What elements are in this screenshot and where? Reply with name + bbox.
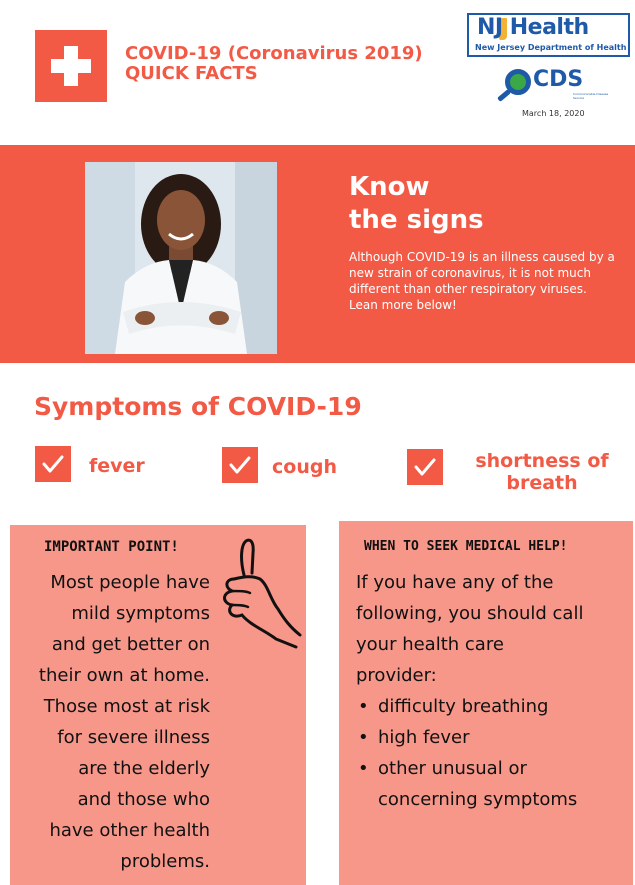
banner-heading <box>349 171 484 237</box>
text-line: provider: <box>356 665 437 686</box>
text-line: Those most at risk <box>43 696 210 717</box>
text-line: your health care <box>356 634 504 655</box>
cds-logo-subtitle: Communicable Disease Service <box>573 92 609 100</box>
cds-logo <box>495 65 615 110</box>
text-line: Most people have <box>50 572 210 593</box>
symptom-fever: fever <box>89 455 145 477</box>
checkmark-icon <box>35 446 71 482</box>
text-line: have other health <box>49 820 210 841</box>
list-item <box>356 753 626 815</box>
text-line: for severe illness <box>57 727 210 748</box>
text-line: and get better on <box>51 634 210 655</box>
page-title-line2: QUICK FACTS <box>125 63 258 84</box>
important-point-text <box>14 567 210 877</box>
medical-cross-icon <box>35 30 107 102</box>
page-title-line1: COVID-19 (Coronavirus 2019) <box>125 43 423 64</box>
nj-health-logo-subtitle: New Jersey Department of Health <box>475 43 627 52</box>
medical-help-text <box>356 567 626 815</box>
nj-health-logo-word: NJ Health <box>477 15 589 40</box>
banner-heading-line2: the signs <box>349 205 484 235</box>
cds-logo-word: CDS <box>533 67 584 92</box>
text-line: their own at home. <box>38 665 210 686</box>
publish-date: March 18, 2020 <box>522 109 585 118</box>
symptom-shortness-line2: breath <box>506 472 578 494</box>
list-item-line2: concerning symptoms <box>378 789 578 810</box>
nj-health-logo <box>467 13 630 57</box>
pointing-finger-icon <box>210 535 305 654</box>
checkmark-icon <box>407 449 443 485</box>
medical-help-list <box>356 691 626 815</box>
symptom-shortness-line1: shortness of <box>475 450 609 472</box>
text-line: mild symptoms <box>71 603 210 624</box>
checkmark-icon <box>222 447 258 483</box>
medical-help-heading: WHEN TO SEEK MEDICAL HELP! <box>364 539 568 554</box>
list-item: • difficulty breathing <box>356 691 626 722</box>
symptom-cough: cough <box>272 456 337 478</box>
text-line: and those who <box>77 789 210 810</box>
list-item: • high fever <box>356 722 626 753</box>
text-line: are the elderly <box>78 758 210 779</box>
text-line: If you have any of the <box>356 572 554 593</box>
page-title <box>125 44 423 84</box>
banner-body: Although COVID-19 is an illness caused by a new strain of coronavirus, it is not much different than other respiratory viruses. Lean more below! <box>349 250 615 312</box>
text-line: following, you should call <box>356 603 584 624</box>
symptoms-title: Symptoms of COVID-19 <box>34 392 362 421</box>
text-line: problems. <box>120 851 210 872</box>
list-item-line1: • other unusual or <box>378 758 527 779</box>
important-point-heading: IMPORTANT POINT! <box>44 539 179 555</box>
banner-heading-line1: Know <box>349 172 430 202</box>
doctor-photo <box>85 162 277 354</box>
doctor-illustration <box>85 162 277 354</box>
magnifier-icon <box>505 69 531 95</box>
symptom-shortness-of-breath <box>462 450 622 494</box>
